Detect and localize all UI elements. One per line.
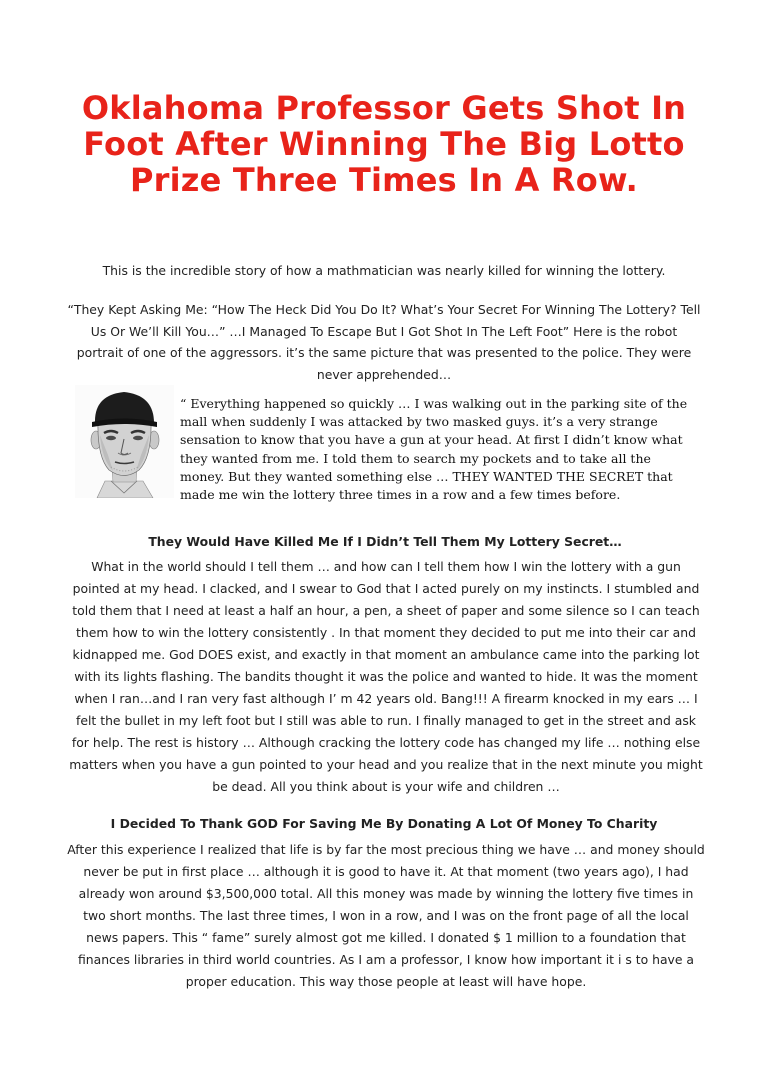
section-heading-lottery-secret: They Would Have Killed Me If I Didn’t Tell Them My Lottery Secret… (148, 534, 622, 549)
robot-portrait-image (75, 385, 174, 498)
robot-portrait-sketch-icon (75, 385, 174, 498)
article-subtitle: This is the incredible story of how a mathmatician was nearly killed for winning the lottery. (102, 263, 666, 278)
section-body-lottery-secret: What in the world should I tell them … and how can I tell them how I win the lottery with a gun pointed at my head. I clacked, and I swear to God that I acted purely on my instincts. I stumbled and told them that I need at least a half an hour, a pen, a sheet of paper and some silence so I can teach them how to win the lottery consistently . In that moment they decided to put me into their car and kidnapped me. God DOES exist, and exactly in that moment an ambulance came into the parking lot with its lights flashing. The bandits thought it was the police and wanted to hide. It was the moment when I ran…and I ran very fast although I’ m 42 years old. Bang!!! A firearm knocked in my ears … I felt the bullet in my left foot but I still was able to run. I finally managed to get in the street and ask for help. The rest is history … Although cracking the lottery code has changed my life … nothing else matters when you have a gun pointed to your head and you realize that in the next minute you might be dead. All you think about is your wife and children … (69, 559, 703, 794)
intro-quote-paragraph: “They Kept Asking Me: “How The Heck Did You Do It? What’s Your Secret For Winning The Lottery? Tell Us Or We’ll Kill You…” …I Managed To Escape But I Got Shot In The Left Foot” Here is the robot portrait of one of the aggressors. it’s the same picture that was presented to the police. They were never apprehended… (67, 302, 701, 382)
article-title: Oklahoma Professor Gets Shot In Foot After Winning The Big Lotto Prize Three Times In A Row. (81, 89, 687, 199)
victim-testimony: “ Everything happened so quickly … I was walking out in the parking site of the mall when suddenly I was attacked by two masked guys. it’s a very strange sensation to know that you have a gun at your head. At first I didn’t know what they wanted from me. I told them to search my pockets and to take all the money. But they wanted something else … THEY WANTED THE SECRET that made me win the lottery three times in a row and a few times before. (180, 396, 688, 503)
section-heading-charity: I Decided To Thank GOD For Saving Me By Donating A Lot Of Money To Charity (110, 816, 658, 831)
section-body-charity: After this experience I realized that life is by far the most precious thing we have … and money should never be put in first place … although it is good to have it. At that moment (two years ago), I had already won around $3,500,000 total. All this money was made by winning the lottery five times in two short months. The last three times, I won in a row, and I was on the front page of all the local news papers. This “ fame” surely almost got me killed. I donated $ 1 million to a foundation that finances libraries in third world countries. As I am a professor, I know how important it i s to have a proper education. This way those people at least will have hope. (67, 842, 705, 989)
